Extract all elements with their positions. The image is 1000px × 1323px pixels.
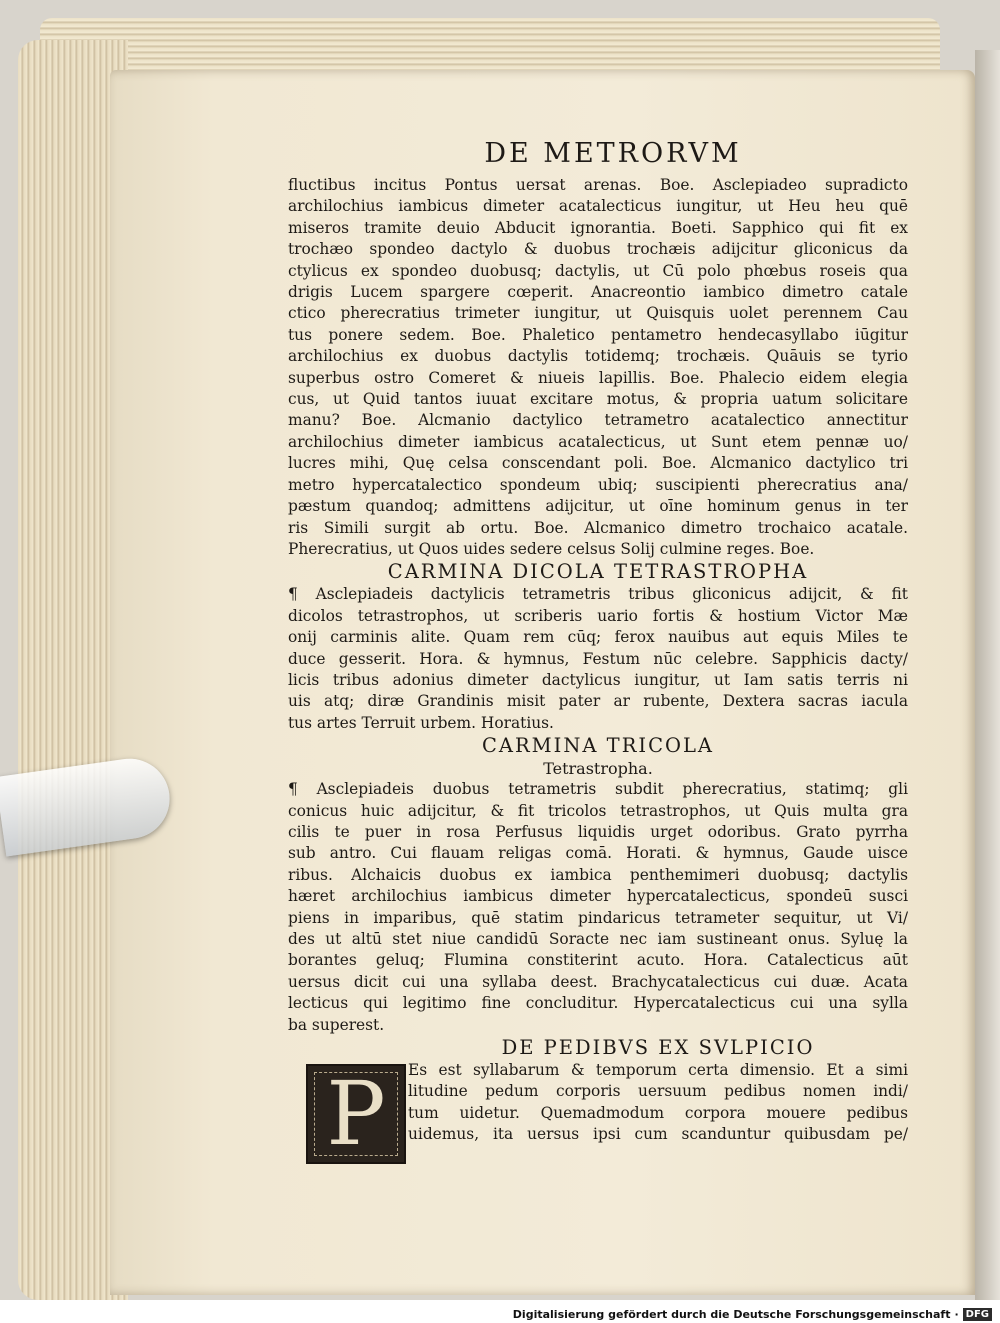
initial-letter: P: [326, 1062, 386, 1166]
text-line: ris Simili surgit ab ortu. Boe. Alcmanico dimetro trochaico acatale.: [288, 518, 908, 537]
text-line: piens in imparibus, quē statim pindaricus tetrameter sequitur, ut Vi/: [288, 908, 908, 927]
text-line: trochæo spondeo dactylo & duobus trochæis adijcitur gliconicus da: [288, 240, 908, 259]
text-line: dicolos tetrastrophos, ut scriberis uario fortis & hostium Victor Mæ: [288, 606, 908, 625]
text-line: uidemus, ita uersus ipsi cum scanduntur quibusdam pe/: [408, 1125, 908, 1144]
text-line: tum uidetur. Quemadmodum corpora mouere pedibus: [408, 1103, 908, 1122]
text-line: miseros tramite deuio Abducit ignorantia. Boeti. Sapphico qui fit ex: [288, 218, 908, 237]
book-binding: [975, 50, 1000, 1300]
heading-tricola: CARMINA TRICOLA: [481, 734, 715, 758]
footer-credit: Digitalisierung gefördert durch die Deutsche Forschungsgemeinschaft · DFG: [513, 1305, 992, 1323]
initial-flourish: [314, 1062, 398, 1166]
text-line: Es est syllabarum & temporum certa dimensio. Et a simi: [408, 1061, 908, 1080]
text-line: des ut altū stet niue candidū Soracte nec iam sustineant onus. Syluę la: [288, 930, 908, 948]
text-line: duce gesserit. Hora. & hymnus, Festum nūc celebre. Sapphicis dacty/: [288, 649, 908, 668]
text-line: hæret archilochius iambicus dimeter hypercatalecticus, spondeū susci: [288, 887, 908, 906]
text-line: sub antro. Cui flauam religas comā. Horati. & hymnus, Gaude uisce: [288, 844, 908, 863]
subheading-tetrastropha: Tetrastropha.: [543, 759, 653, 779]
text-line: uis atq; diræ Grandinis misit pater ar rubente, Dextera sacras iacula: [288, 692, 908, 711]
heading-pedibus: DE PEDIBVS EX SVLPICIO: [501, 1036, 815, 1060]
text-line: licis tribus adonius dimeter dactylicus iungitur, ut Iam satis terris ni: [288, 670, 908, 689]
dfg-logo: DFG: [963, 1308, 992, 1321]
text-line: Pherecratius, ut Quos uides sedere celsus Solij culmine reges. Boe.: [288, 539, 815, 558]
text-line: ribus. Alchaicis duobus ex iambica penthemimeri duobusq; dactylis: [288, 865, 908, 884]
text-line: lucres mihi, Quę celsa conscendant poli. Boe. Alcmanico dactylico tri: [288, 454, 908, 473]
text-line: conicus huic adijcitur, & fit tricolos tetrastrophos, ut Quis multa gra: [288, 801, 908, 820]
running-head: DE METRORVM: [484, 138, 742, 169]
section-dicola: [288, 584, 908, 734]
text-line: superbus ostro Comeret & niueis lapillis. Boe. Phalecio eidem elegia: [288, 368, 908, 387]
text-line: tus artes Terruit urbem. Horatius.: [288, 713, 554, 732]
text-line: tus ponere sedem. Boe. Phaletico pentametro hendecasyllabo iūgitur: [288, 325, 908, 344]
text-line: archilochius ex duobus dactylis totidemq; trochæis. Quāuis se tyrio: [288, 347, 908, 366]
text-line: litudine pedum corporis uersuum pedibus nomen indi/: [408, 1082, 908, 1101]
text-line: lecticus qui legitimo fine concluditur. Hypercatalecticus cui una sylla: [288, 994, 908, 1013]
text-line: ¶ Asclepiadeis duobus tetrametris subdit pherecratius, statimq; gli: [288, 780, 908, 799]
text-line: onij carminis alite. Quam rem cūq; ferox nauibus aut equis Miles te: [288, 628, 908, 647]
text-line: drigis Lucem spargere cœperit. Anacreontio iambico dimetro catale: [288, 283, 908, 302]
section-metra: [288, 175, 908, 560]
text-line: ctico pherecratius trimeter iungitur, ut Quisquis uolet perennem Cau: [288, 304, 908, 323]
text-line: fluctibus incitus Pontus uersat arenas. Boe. Asclepiadeo supradicto: [288, 176, 908, 194]
text-line: archilochius iambicus dimeter acatalecticus iungitur, ut Heu heu quē: [288, 197, 908, 216]
text-line: borantes geluq; Flumina constiterint acuto. Hora. Catalecticus aūt: [288, 951, 908, 970]
text-line: pæstum quandoq; admittens adijcitur, ut oīne hominum genus in ter: [288, 497, 908, 516]
text-line: cus, ut Quid tantos iuuat excitare motus, & propria uatum solicitare: [288, 390, 908, 409]
footer-text: Digitalisierung gefördert durch die Deutsche Forschungsgemeinschaft: [512, 1307, 951, 1321]
text-line: ba superest.: [288, 1015, 385, 1034]
page-text: [288, 138, 908, 1166]
text-line: archilochius dimeter iambicus acatalecticus, ut Sunt etem pennæ uo/: [288, 432, 908, 451]
decorated-initial: [306, 1064, 406, 1164]
section-pedibus: [288, 1036, 908, 1166]
section-tricola: [288, 779, 908, 1036]
text-line: metro hypercatalectico spondeum ubiq; suscipienti pherecratius ana/: [288, 475, 908, 494]
text-line: ctylicus ex spondeo duobusq; dactylis, ut Cū polo phœbus roseis qua: [288, 261, 908, 280]
text-line: uersus dicit cui una syllaba deest. Brachycatalecticus cui duæ. Acata: [288, 972, 908, 991]
heading-dicola: CARMINA DICOLA TETRASTROPHA: [387, 560, 809, 584]
text-line: cilis te puer in rosa Perfusus liquidis urget odoribus. Grato pyrrha: [288, 822, 908, 841]
text-line: manu? Boe. Alcmanio dactylico tetrametro acatalectico annectitur: [288, 411, 908, 430]
text-line: ¶ Asclepiadeis dactylicis tetrametris tribus gliconicus adijcit, & fit: [288, 585, 908, 604]
